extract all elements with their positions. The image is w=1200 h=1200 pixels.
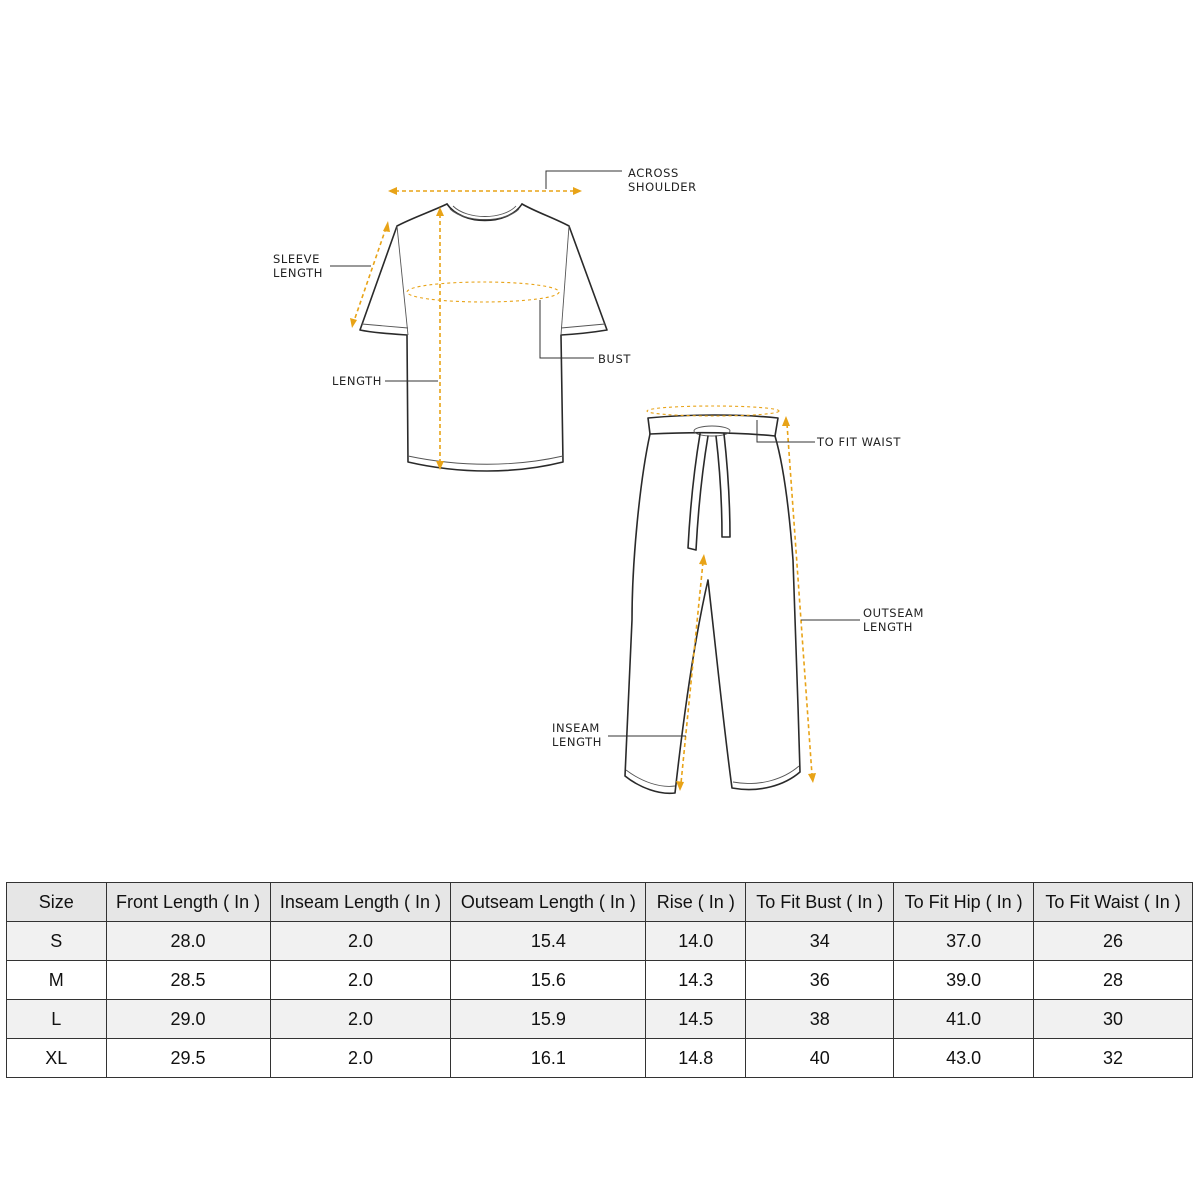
outseam-length-label: LENGTH xyxy=(863,620,914,634)
inseam-length-label: INSEAM xyxy=(552,721,600,735)
table-cell: 37.0 xyxy=(894,922,1034,961)
column-header-outseam-length: Outseam Length ( In ) xyxy=(451,883,646,922)
inseam-length-label: LENGTH xyxy=(552,735,603,749)
tshirt-collar-outer xyxy=(447,204,522,221)
drawstring-left xyxy=(688,434,708,550)
arrow-down-icon xyxy=(676,781,684,791)
pants-illustration xyxy=(625,415,800,793)
table-cell: L xyxy=(7,1000,107,1039)
table-cell: 15.4 xyxy=(451,922,646,961)
table-cell: 14.5 xyxy=(646,1000,746,1039)
table-cell: 32 xyxy=(1034,1039,1193,1078)
tshirt-illustration xyxy=(360,204,607,471)
column-header-size: Size xyxy=(7,883,107,922)
table-row xyxy=(7,922,1193,961)
arrow-right-icon xyxy=(573,187,582,195)
to-fit-waist-label: TO FIT WAIST xyxy=(817,435,901,449)
table-cell: 29.0 xyxy=(106,1000,270,1039)
table-row xyxy=(7,961,1193,1000)
tshirt-measurements xyxy=(350,187,582,470)
bust-label: BUST xyxy=(598,352,632,366)
table-cell: 38 xyxy=(746,1000,894,1039)
table-row xyxy=(7,1039,1193,1078)
table-row xyxy=(7,1000,1193,1039)
column-header-to-fit-hip: To Fit Hip ( In ) xyxy=(894,883,1034,922)
size-chart-table xyxy=(6,882,1193,1078)
sleeve-length-label: LENGTH xyxy=(273,266,324,280)
column-header-front-length: Front Length ( In ) xyxy=(106,883,270,922)
tshirt-leader-lines xyxy=(330,171,622,381)
table-cell: S xyxy=(7,922,107,961)
table-cell: 28.5 xyxy=(106,961,270,1000)
column-header-to-fit-waist: To Fit Waist ( In ) xyxy=(1034,883,1193,922)
sleeve-length-measure xyxy=(354,228,386,321)
outseam-measure xyxy=(787,424,812,775)
tshirt-outline xyxy=(360,204,607,471)
column-header-to-fit-bust: To Fit Bust ( In ) xyxy=(746,883,894,922)
table-cell: XL xyxy=(7,1039,107,1078)
arrow-up-icon xyxy=(383,221,390,232)
table-cell: 28 xyxy=(1034,961,1193,1000)
pants-waistband xyxy=(648,415,778,436)
table-cell: 15.6 xyxy=(451,961,646,1000)
table-cell: 36 xyxy=(746,961,894,1000)
table-header-row xyxy=(7,883,1193,922)
inseam-measure xyxy=(681,562,703,783)
drawstring-right xyxy=(716,434,730,537)
arrow-down-icon xyxy=(350,318,357,328)
arrow-up-icon xyxy=(699,554,707,565)
column-header-rise: Rise ( In ) xyxy=(646,883,746,922)
tshirt-collar-inner xyxy=(453,206,516,217)
table-cell: 40 xyxy=(746,1039,894,1078)
table-cell: 43.0 xyxy=(894,1039,1034,1078)
sleeve-length-label: SLEEVE xyxy=(273,252,320,266)
table-cell: 34 xyxy=(746,922,894,961)
outseam-length-label: OUTSEAM xyxy=(863,606,925,620)
arrow-down-icon xyxy=(808,773,816,783)
table-cell: 41.0 xyxy=(894,1000,1034,1039)
across-shoulder-label: SHOULDER xyxy=(628,180,697,194)
table-cell: 26 xyxy=(1034,922,1193,961)
table-cell: 2.0 xyxy=(270,922,451,961)
length-label: LENGTH xyxy=(332,374,383,388)
column-header-inseam-length: Inseam Length ( In ) xyxy=(270,883,451,922)
table-cell: 16.1 xyxy=(451,1039,646,1078)
pants-measurements xyxy=(647,406,816,791)
table-cell: 2.0 xyxy=(270,1000,451,1039)
across-shoulder-label: ACROSS xyxy=(628,166,679,180)
bust-measure xyxy=(407,282,559,302)
table-cell: 30 xyxy=(1034,1000,1193,1039)
table-cell: 2.0 xyxy=(270,1039,451,1078)
table-cell: 29.5 xyxy=(106,1039,270,1078)
arrow-up-icon xyxy=(782,416,790,426)
table-cell: 15.9 xyxy=(451,1000,646,1039)
table-cell: 14.0 xyxy=(646,922,746,961)
table-cell: 14.3 xyxy=(646,961,746,1000)
arrow-left-icon xyxy=(388,187,397,195)
table-cell: 2.0 xyxy=(270,961,451,1000)
table-cell: M xyxy=(7,961,107,1000)
table-cell: 39.0 xyxy=(894,961,1034,1000)
table-cell: 14.8 xyxy=(646,1039,746,1078)
table-cell: 28.0 xyxy=(106,922,270,961)
pants-leader-lines xyxy=(608,420,860,736)
pants-outline xyxy=(625,434,800,793)
